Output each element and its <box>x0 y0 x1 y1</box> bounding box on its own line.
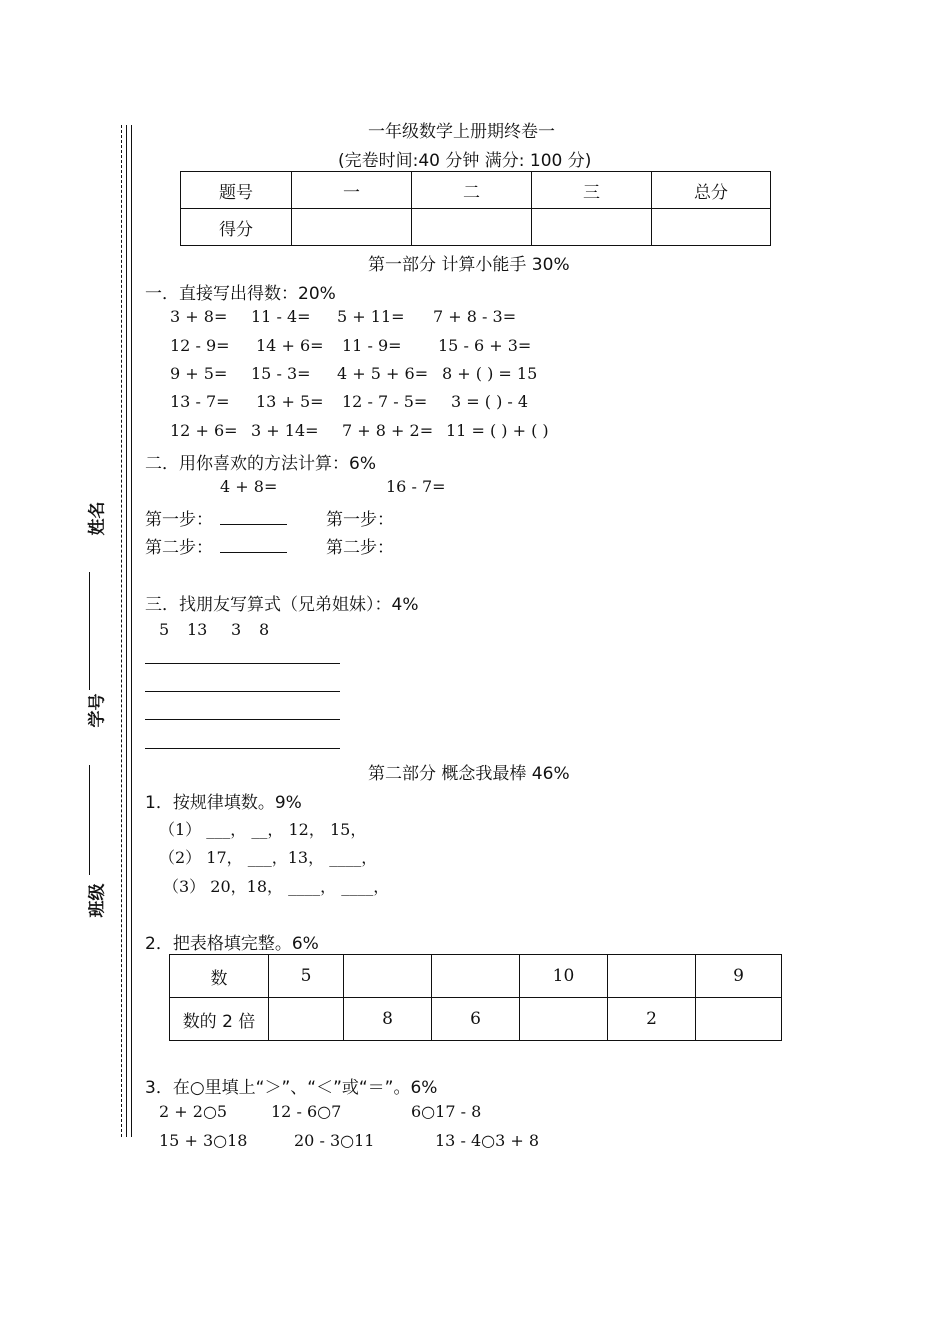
name-label: 姓名 <box>87 501 108 536</box>
arith-item[interactable]: 3 + 14= <box>251 421 319 440</box>
student-id-label: 学号 <box>87 693 108 728</box>
arith-item[interactable]: 14 + 6= <box>256 336 324 355</box>
score-header-cell: 一 <box>292 172 412 209</box>
arith-item[interactable]: 8 + ( ) = 15 <box>442 364 538 383</box>
step2-label-left: 第二步： <box>145 538 213 558</box>
score-header-cell: 总分 <box>652 172 771 209</box>
seq-part: ， <box>230 820 247 839</box>
seq-part: 20，18， <box>210 877 284 896</box>
arith-item[interactable]: 3 = ( ) - 4 <box>451 392 529 411</box>
double-cell[interactable]: 6 <box>432 998 520 1041</box>
arith-item[interactable]: 11 = ( ) + ( ) <box>446 421 549 440</box>
seq-part: ， <box>373 877 390 896</box>
exam-subtitle: (完卷时间:40 分钟 满分: 100 分) <box>338 151 592 171</box>
seq-part: 17， <box>206 848 243 867</box>
seq-part: ， <box>361 848 378 867</box>
step2-label-right: 第二步： <box>326 538 394 558</box>
arith-item[interactable]: 7 + 8 - 3= <box>433 307 517 326</box>
compare-item[interactable]: 13 - 4○3 + 8 <box>435 1131 540 1150</box>
compare-item[interactable]: 12 - 6○7 <box>271 1102 342 1121</box>
seq-part: ____ <box>341 877 374 896</box>
arith-item[interactable]: 15 - 6 + 3= <box>438 336 532 355</box>
score-input-cell[interactable] <box>412 209 532 246</box>
step1-label-right: 第一步： <box>326 510 394 530</box>
q2-heading: 2．把表格填完整。6% <box>145 934 319 954</box>
compare-item[interactable]: 2 + 2○5 <box>159 1102 228 1121</box>
step2-answer-line-left[interactable] <box>220 552 287 553</box>
section2-heading: 二．用你喜欢的方法计算：6% <box>145 454 376 474</box>
double-cell[interactable] <box>269 998 344 1041</box>
seq-part: ____ <box>288 877 321 896</box>
class-label: 班级 <box>87 883 108 918</box>
score-input-cell[interactable] <box>532 209 652 246</box>
double-cell[interactable] <box>432 955 520 998</box>
seq-label: （3） <box>163 877 206 896</box>
arith-item[interactable]: 7 + 8 + 2= <box>342 421 434 440</box>
step1-answer-line-left[interactable] <box>220 524 287 525</box>
method-expr-1: 4 + 8= <box>220 477 278 496</box>
score-table <box>180 171 771 246</box>
arith-item[interactable]: 13 - 7= <box>170 392 230 411</box>
part2-title: 第二部分 概念我最棒 46% <box>368 764 570 784</box>
score-input-cell[interactable] <box>292 209 412 246</box>
seq-part: ， <box>267 820 284 839</box>
double-row-label: 数 <box>170 955 269 998</box>
q3-heading: 3．在○里填上“＞”、“＜”或“＝”。6% <box>145 1078 438 1098</box>
arith-item[interactable]: 9 + 5= <box>170 364 228 383</box>
binding-line-solid-1 <box>126 125 127 1137</box>
double-cell[interactable]: 5 <box>269 955 344 998</box>
arith-item[interactable]: 11 - 9= <box>342 336 402 355</box>
method-expr-2: 16 - 7= <box>386 477 446 496</box>
double-row-label: 数的 2 倍 <box>170 998 269 1041</box>
seq-part: ___ <box>247 848 272 867</box>
arith-item[interactable]: 12 - 7 - 5= <box>342 392 428 411</box>
score-header-cell: 二 <box>412 172 532 209</box>
seq-part: ， <box>320 877 337 896</box>
double-cell[interactable] <box>344 955 432 998</box>
seq-part: ____ <box>329 848 362 867</box>
sequence-3[interactable] <box>163 874 389 897</box>
arith-item[interactable]: 12 - 9= <box>170 336 230 355</box>
friend-number: 8 <box>259 620 270 639</box>
name-blank-line[interactable] <box>89 572 90 690</box>
compare-item[interactable]: 6○17 - 8 <box>411 1102 482 1121</box>
score-header-cell: 题号 <box>181 172 292 209</box>
equation-answer-line[interactable] <box>145 691 340 692</box>
equation-answer-line[interactable] <box>145 663 340 664</box>
arith-item[interactable]: 15 - 3= <box>251 364 311 383</box>
score-input-cell[interactable] <box>652 209 771 246</box>
double-table <box>169 954 782 1041</box>
seq-label: （1） <box>159 820 202 839</box>
exam-title: 一年级数学上册期终卷一 <box>368 122 555 142</box>
equation-answer-line[interactable] <box>145 719 340 720</box>
double-cell[interactable]: 10 <box>520 955 608 998</box>
score-header-cell: 三 <box>532 172 652 209</box>
arith-item[interactable]: 13 + 5= <box>256 392 324 411</box>
sequence-1[interactable] <box>159 817 366 840</box>
score-row-label: 得分 <box>181 209 292 246</box>
double-cell[interactable]: 9 <box>696 955 782 998</box>
arith-item[interactable]: 12 + 6= <box>170 421 238 440</box>
seq-part: ，13， <box>271 848 325 867</box>
compare-item[interactable]: 15 + 3○18 <box>159 1131 248 1150</box>
arith-item[interactable]: 4 + 5 + 6= <box>337 364 429 383</box>
part1-title: 第一部分 计算小能手 30% <box>368 255 570 275</box>
section1-heading: 一．直接写出得数：20% <box>145 284 336 304</box>
arith-item[interactable]: 11 - 4= <box>251 307 311 326</box>
seq-part: 15， <box>329 820 367 839</box>
sequence-2[interactable] <box>159 845 377 868</box>
section3-heading: 三．找朋友写算式（兄弟姐妹）：4% <box>145 595 419 615</box>
student-id-blank-line[interactable] <box>89 765 90 875</box>
equation-answer-line[interactable] <box>145 748 340 749</box>
binding-line-solid-2 <box>131 125 132 1137</box>
friend-number: 5 <box>159 620 170 639</box>
seq-label: （2） <box>159 848 202 867</box>
seq-part: ___ <box>206 820 231 839</box>
double-cell[interactable] <box>520 998 608 1041</box>
binding-line-dashed <box>121 125 122 1137</box>
arith-item[interactable]: 3 + 8= <box>170 307 228 326</box>
compare-item[interactable]: 20 - 3○11 <box>294 1131 375 1150</box>
double-cell[interactable]: 2 <box>608 998 696 1041</box>
seq-part: __ <box>251 820 268 839</box>
q1-heading: 1．按规律填数。9% <box>145 793 302 813</box>
double-cell[interactable]: 8 <box>344 998 432 1041</box>
double-cell[interactable] <box>696 998 782 1041</box>
friend-number: 3 <box>231 620 242 639</box>
double-cell[interactable] <box>608 955 696 998</box>
step1-label-left: 第一步： <box>145 510 213 530</box>
seq-part: 12， <box>288 820 325 839</box>
arith-item[interactable]: 5 + 11= <box>337 307 405 326</box>
friend-number: 13 <box>187 620 208 639</box>
